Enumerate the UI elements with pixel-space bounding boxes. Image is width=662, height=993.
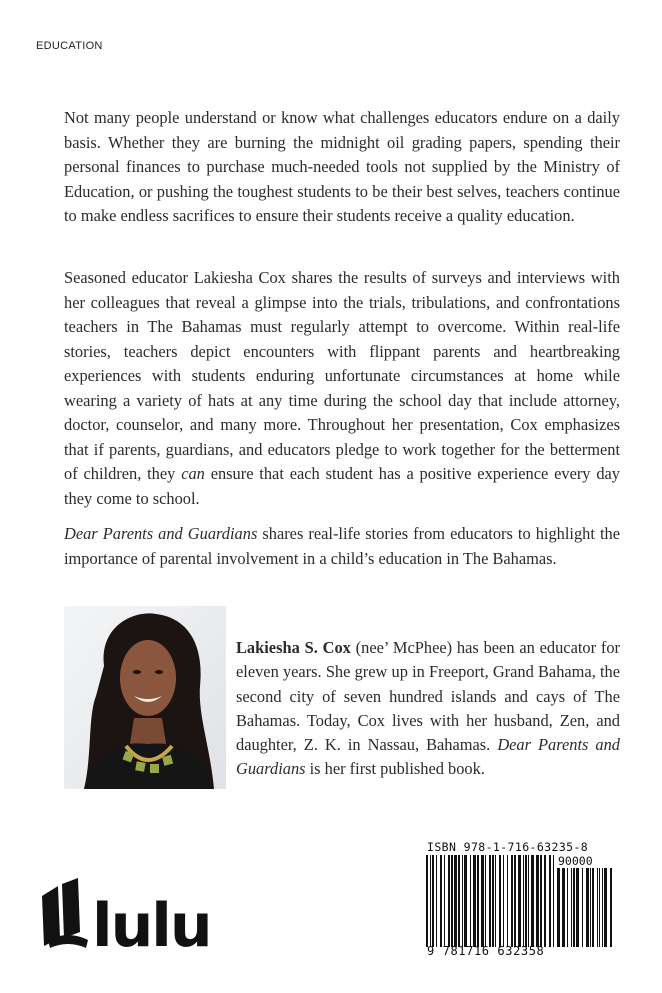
barcode-bar	[470, 855, 471, 947]
addon-barcode	[557, 868, 613, 947]
logo-wordmark: lulu	[92, 891, 211, 954]
barcode-bar	[604, 868, 607, 947]
author-name: Lakiesha S. Cox	[236, 638, 351, 657]
barcode-bar	[567, 868, 568, 947]
author-bio-text-b: is her first published book.	[305, 759, 485, 779]
barcode-bar	[485, 855, 486, 947]
ean-digits: 9 781716 632358	[427, 944, 545, 958]
category-label: EDUCATION	[36, 40, 103, 52]
barcode-bar	[536, 855, 539, 947]
barcode-bar	[582, 868, 583, 947]
price-code: 90000	[558, 854, 593, 868]
ean-barcode	[426, 855, 554, 947]
barcode-bar	[590, 868, 591, 947]
barcode-bar	[436, 855, 437, 947]
barcode-bar	[602, 868, 603, 947]
description-paragraph-2	[64, 266, 620, 511]
barcode-bar	[440, 855, 442, 947]
barcode-bar	[451, 855, 453, 947]
description-paragraph-3	[64, 522, 620, 571]
barcode-bar	[464, 855, 467, 947]
barcode-bar	[576, 868, 579, 947]
barcode-bar	[458, 855, 460, 947]
barcode-bar	[557, 868, 560, 947]
author-bio	[236, 636, 620, 782]
barcode-bar	[462, 855, 463, 947]
barcode-bar	[477, 855, 479, 947]
barcode-bar	[432, 855, 434, 947]
author-photo	[64, 606, 226, 789]
barcode-bar	[430, 855, 431, 947]
barcode-bar	[586, 868, 589, 947]
barcode-bar	[562, 868, 565, 947]
author-bio-book-title: Dear Parents and Guardians	[236, 735, 620, 779]
barcode-bar	[499, 855, 501, 947]
book-icon	[42, 878, 88, 948]
barcode-bar	[448, 855, 450, 947]
barcode-bar	[610, 868, 612, 947]
paragraph-3-book-title: Dear Parents and Guardians	[64, 524, 258, 543]
barcode-bar	[473, 855, 476, 947]
barcode-bar	[573, 868, 575, 947]
barcode-bar	[426, 855, 428, 947]
barcode-bar	[495, 855, 496, 947]
barcode-bar	[540, 855, 542, 947]
barcode-bar	[518, 855, 521, 947]
paragraph-3-text: shares real-life stories from educators to highlight the importance of parental involvement in a child’s education in The Bahamas.	[64, 524, 620, 568]
barcode-bar	[549, 855, 551, 947]
barcode-bar	[531, 855, 534, 947]
barcode-bar	[507, 855, 508, 947]
barcode-bar	[523, 855, 524, 947]
description-paragraph-1: Not many people understand or know what challenges educators endure on a daily basis. Whether they are burning the midnight oil grading papers, spending their personal finances to purchase much-needed tools not supplied by the Ministry of Education, or pushing the toughest students to be their best selves, teachers continue to make endless sacrifices to ensure their students receive a quality education.	[64, 108, 620, 225]
lulu-logo	[38, 876, 228, 954]
barcode-bar	[553, 855, 554, 947]
barcode-bar	[454, 855, 457, 947]
barcode-bar	[544, 855, 546, 947]
barcode-bar	[503, 855, 504, 947]
barcode-bar	[592, 868, 594, 947]
barcode-bar	[571, 868, 572, 947]
barcode-bar	[492, 855, 494, 947]
paragraph-2-text-a: Seasoned educator Lakiesha Cox shares the results of surveys and interviews with her colleagues that reveal a glimpse into the trials, tribulations, and confrontations teachers in The Bahamas must regularly attempt to overcome. Within real-life stories, teachers depict encounters with flippant parents and heartbreaking experiences with students enduring unfortunate circumstances at home while wearing a variety of hats at any time during the school day that include attorney, doctor, counselor, and many more. Throughout her presentation, Cox emphasizes that if parents, guardians, and educators pledge to work together for the betterment of children, they	[64, 268, 620, 483]
barcode-bar	[528, 855, 529, 947]
barcode-bar	[525, 855, 527, 947]
author-bio-text-a: (nee’ McPhee) has been an educator for eleven years. She grew up in Freeport, Grand Bahama, the second city of seven hundred islands and cays of The Bahamas. Today, Cox lives with her husband, Zen, and daughter, Z. K. in Nassau, Bahamas.	[236, 638, 620, 755]
paragraph-2-text-b: ensure that each student has a positive experience every day they come to school.	[64, 464, 621, 508]
barcode-bar	[444, 855, 445, 947]
isbn-label: ISBN 978-1-716-63235-8	[427, 840, 589, 854]
paragraph-2-emphasis: can	[181, 464, 205, 483]
barcode-bar	[599, 868, 600, 947]
barcode-bar	[597, 868, 598, 947]
barcode-bar	[514, 855, 516, 947]
barcode-bar	[489, 855, 491, 947]
barcode-bar	[511, 855, 513, 947]
barcode-bar	[481, 855, 484, 947]
